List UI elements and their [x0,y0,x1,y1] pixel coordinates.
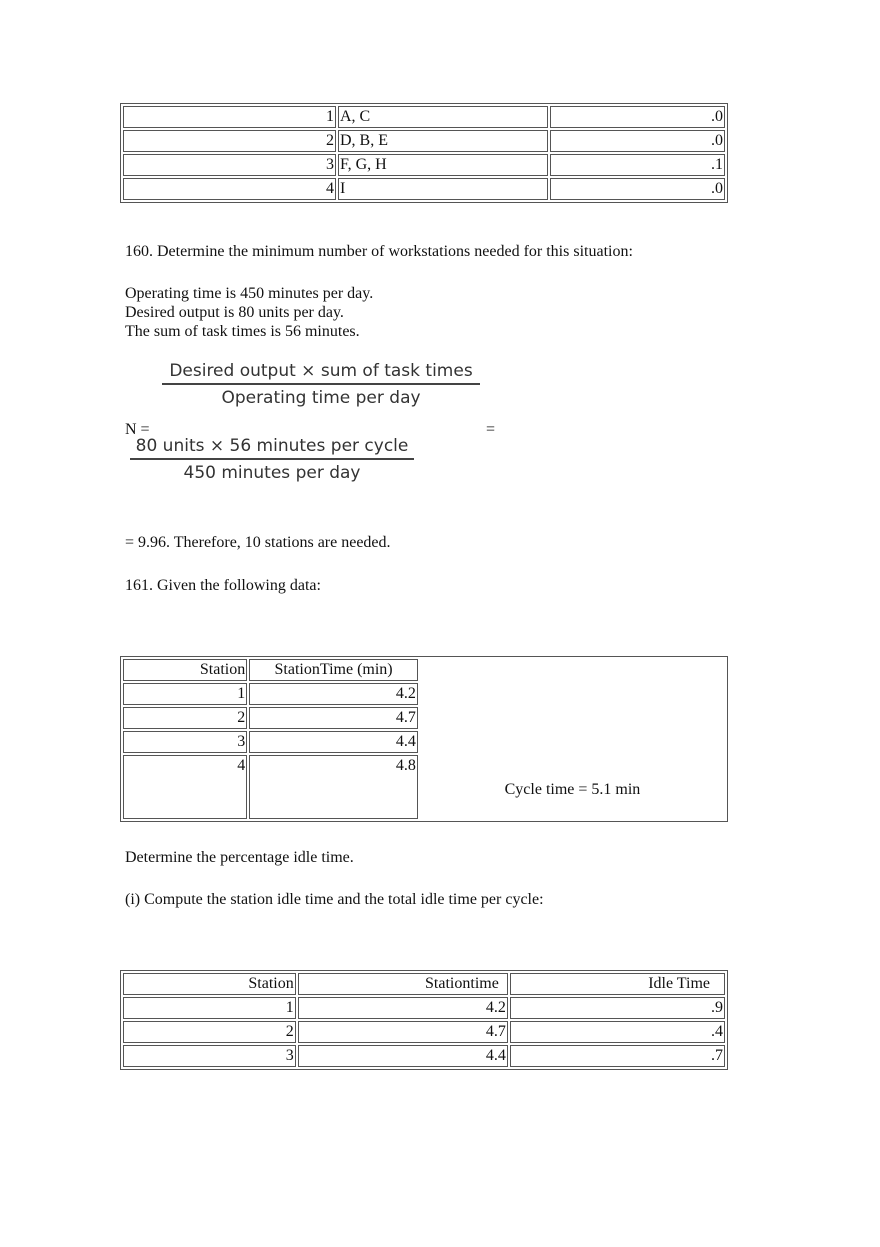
station-tasks: A, C [338,106,548,128]
table-row [123,1045,725,1067]
station-time-table [120,656,728,822]
station-time: 4.8 [249,755,418,819]
idle-time: .9 [510,997,725,1019]
q160-question: 160. Determine the minimum number of workstations needed for this situation: [125,243,633,260]
table-header-row [123,973,725,995]
station-number: 3 [123,154,336,176]
station-assignment-table [120,103,728,203]
table-row [123,106,725,128]
station-time: 4.7 [249,707,418,729]
station-tasks: D, B, E [338,130,548,152]
station-number: 3 [123,731,247,753]
station-idle: .1 [550,154,725,176]
calculation-numerator: 80 units × 56 minutes per cycle [135,436,409,456]
n-label: N = [125,421,150,438]
station-number: 4 [123,755,247,819]
formula-denominator: Operating time per day [221,388,421,408]
station-number: 3 [123,1045,296,1067]
station-number: 1 [123,106,336,128]
station-number: 1 [123,997,296,1019]
table-header-row [123,659,725,681]
station-time: 4.2 [249,683,418,705]
q160-operating-time: Operating time is 450 minutes per day. [125,285,374,302]
table-row [123,997,725,1019]
table-row [123,1021,725,1043]
fraction-bar [130,458,414,460]
formula-fraction [162,361,480,408]
q161-step1: (i) Compute the station idle time and the total idle time per cycle: [125,891,544,908]
station-tasks: I [338,178,548,200]
idle-time-table [120,970,728,1070]
station-idle: .0 [550,178,725,200]
equals-sign: = [486,421,496,438]
station-number: 1 [123,683,247,705]
q160-sum-task-times: The sum of task times is 56 minutes. [125,323,360,340]
q160-desired-output: Desired output is 80 units per day. [125,304,344,321]
header-idle-time: Idle Time [510,973,725,995]
station-idle: .0 [550,106,725,128]
fraction-bar [162,383,480,385]
q161-question: 161. Given the following data: [125,577,321,594]
station-number: 2 [123,707,247,729]
station-number: 4 [123,178,336,200]
station-time: 4.2 [298,997,508,1019]
header-station-time: StationTime (min) [249,659,418,681]
idle-time: .7 [510,1045,725,1067]
calculation-fraction [130,436,414,483]
station-number: 2 [123,1021,296,1043]
station-time: 4.4 [298,1045,508,1067]
calculation-denominator: 450 minutes per day [183,463,361,483]
table-row [123,178,725,200]
header-station: Station [123,973,296,995]
idle-time: .4 [510,1021,725,1043]
table-row [123,154,725,176]
station-number: 2 [123,130,336,152]
header-station: Station [123,659,247,681]
cycle-time: Cycle time = 5.1 min [504,781,641,798]
header-station-time: Stationtime [298,973,508,995]
q161-prompt: Determine the percentage idle time. [125,849,354,866]
formula-numerator: Desired output × sum of task times [169,361,473,381]
station-tasks: F, G, H [338,154,548,176]
table-row [123,130,725,152]
cycle-time-cell [420,659,725,819]
station-time: 4.7 [298,1021,508,1043]
q160-result: = 9.96. Therefore, 10 stations are needed. [125,534,391,551]
station-time: 4.4 [249,731,418,753]
station-idle: .0 [550,130,725,152]
